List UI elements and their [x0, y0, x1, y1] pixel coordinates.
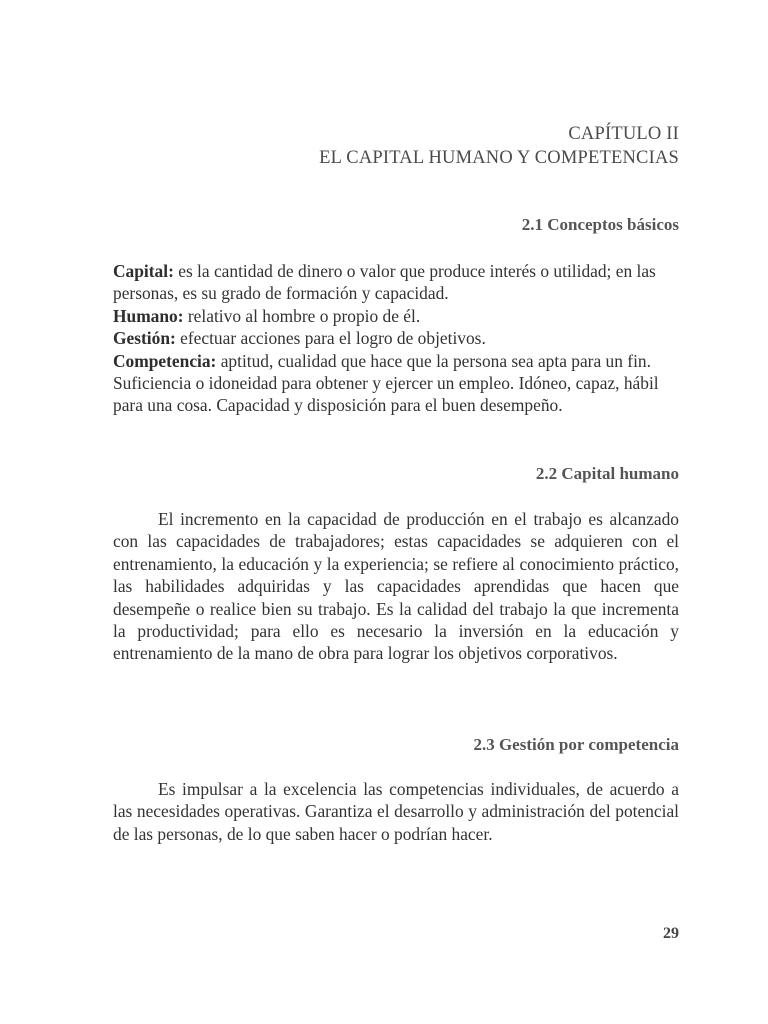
definition-term: Capital:: [113, 261, 174, 281]
page-number: 29: [663, 925, 679, 942]
definitions-list: [113, 260, 679, 417]
paragraph: El incremento en la capacidad de producción en el trabajo es alcanzado con las capacidades de trabajadores; estas capacidades se adquieren con el entrenamiento, la educación y la experiencia; se refiere al conocimiento práctico, las habilidades adquiridas y las capacidades aprendidas que hacen que desempeñe o realice bien su trabajo. Es la calidad del trabajo la que incrementa la productividad; para ello es necesario la inversión en la educación y entrenamiento de la mano de obra para lograr los objetivos corporativos.: [113, 509, 679, 664]
definition-humano: [113, 305, 679, 327]
definition-text: efectuar acciones para el logro de objetivos.: [175, 328, 486, 349]
definition-text: relativo al hombre o propio de él.: [183, 305, 421, 326]
section-heading-capital-humano: 2.2 Capital humano: [535, 464, 679, 483]
section-heading-gestion-por-competencia: 2.3 Gestión por competencia: [473, 735, 679, 754]
chapter-label: CAPÍTULO II: [568, 124, 679, 144]
definition-text: es la cantidad de dinero o valor que produce interés o utilidad; en las personas, es su grado de formación y capacidad.: [113, 261, 656, 304]
definition-competencia: [113, 350, 679, 417]
capital-humano-body: [113, 508, 679, 665]
section-heading-conceptos-basicos: 2.1 Conceptos básicos: [521, 215, 679, 234]
definition-term: Humano:: [113, 305, 184, 326]
paragraph: Es impulsar a la excelencia las competencias individuales, de acuerdo a las necesidades operativas. Garantiza el desarrollo y administración del potencial de las personas, de lo que saben hacer o podrían hacer.: [113, 779, 679, 844]
definition-term: Gestión:: [113, 328, 176, 349]
definition-gestion: [113, 327, 679, 349]
definition-capital: [113, 260, 679, 305]
gestion-competencia-body: [113, 778, 679, 845]
book-page: [113, 0, 679, 1024]
definition-term: Competencia:: [113, 350, 217, 371]
chapter-header: [319, 122, 679, 170]
definition-text: aptitud, cualidad que hace que la persona sea apta para un fin. Suficiencia o idoneidad para obtener y ejercer un empleo. Idóneo, capaz, hábil para una cosa. Capacidad y disposición para el buen desempeño.: [113, 350, 659, 416]
chapter-title: EL CAPITAL HUMANO Y COMPETENCIAS: [319, 148, 679, 168]
